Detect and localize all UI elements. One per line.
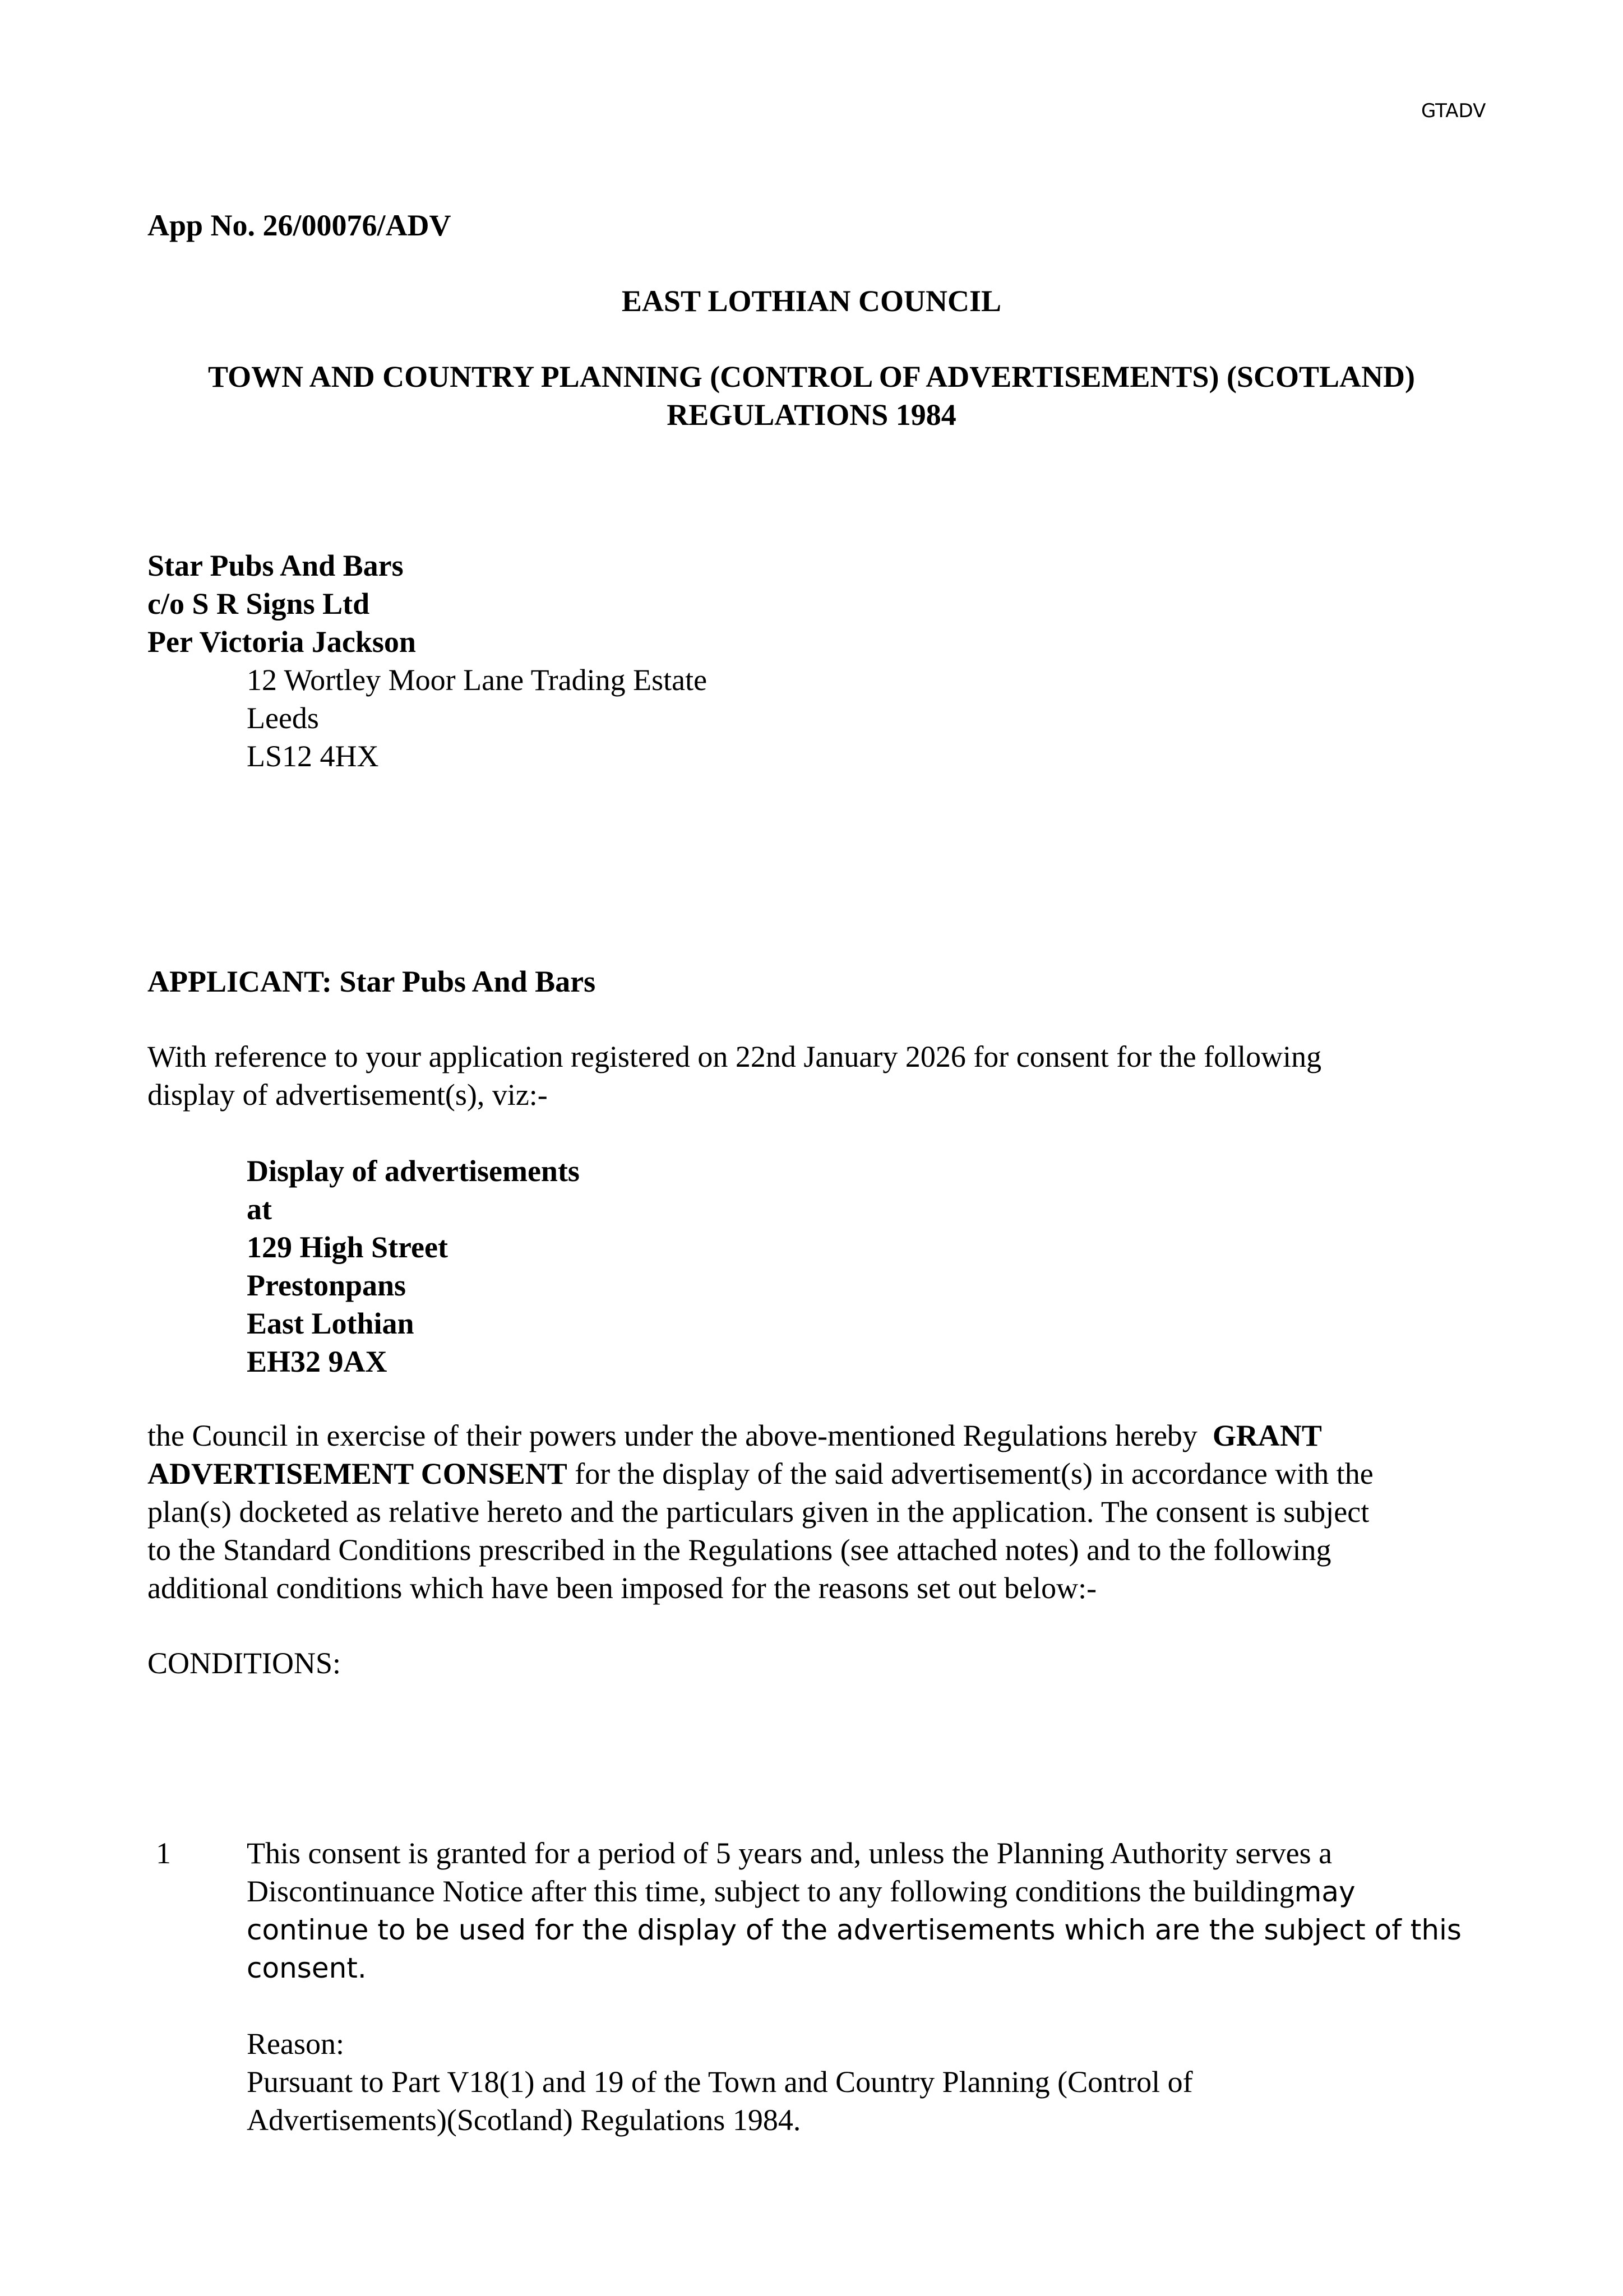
condition-1-line-3: continue to be used for the display of the advertisements which are the subject of this	[247, 1914, 1462, 1946]
addressee-name-block	[147, 547, 416, 661]
addressee-care-of: c/o S R Signs Ltd	[147, 587, 370, 621]
document-code: GTADV	[1421, 100, 1486, 122]
addressee-name: Star Pubs And Bars	[147, 549, 404, 582]
condition-1-line-2-sans: may	[1294, 1876, 1356, 1908]
reason-label: Reason:	[247, 2027, 344, 2061]
decision-line-4: to the Standard Conditions prescribed in the Regulations (see attached notes) and to the following	[147, 1533, 1331, 1567]
decision-advertisement-consent: ADVERTISEMENT CONSENT	[147, 1457, 567, 1490]
decision-paragraph	[147, 1417, 1374, 1607]
proposal-postcode: EH32 9AX	[247, 1345, 387, 1378]
condition-1-line-2	[247, 1872, 1462, 1911]
decision-line-2-text: for the display of the said advertisement(s) in accordance with the	[575, 1457, 1374, 1490]
condition-1-text	[247, 1834, 1462, 1987]
proposal-region: East Lothian	[247, 1307, 414, 1340]
condition-number: 1	[156, 1836, 171, 1870]
reference-line-1: With reference to your application registered on 22nd January 2026 for consent for the following	[147, 1040, 1322, 1073]
application-number: App No. 26/00076/ADV	[147, 209, 451, 242]
address-postcode: LS12 4HX	[247, 739, 379, 773]
proposal-block	[247, 1152, 580, 1381]
regulations-title-line-1: TOWN AND COUNTRY PLANNING (CONTROL OF ADVERTISEMENTS) (SCOTLAND)	[208, 360, 1415, 394]
council-name: EAST LOTHIAN COUNCIL	[621, 284, 1002, 318]
decision-line-2	[147, 1455, 1374, 1493]
proposal-description: Display of advertisements	[247, 1154, 580, 1188]
addressee-address-block	[247, 661, 707, 775]
addressee-contact: Per Victoria Jackson	[147, 625, 416, 659]
reference-line-2: display of advertisement(s), viz:-	[147, 1078, 548, 1112]
decision-grant: GRANT	[1212, 1419, 1322, 1452]
condition-1-reason	[247, 2025, 1193, 2139]
decision-line-1-text: the Council in exercise of their powers under the above-mentioned Regulations hereby	[147, 1419, 1197, 1452]
decision-line-5: additional conditions which have been imposed for the reasons set out below:-	[147, 1571, 1097, 1605]
proposal-at: at	[247, 1192, 272, 1226]
reference-paragraph	[147, 1038, 1321, 1114]
reason-line-2: Advertisements)(Scotland) Regulations 1984.	[247, 2103, 801, 2137]
reason-line-1: Pursuant to Part V18(1) and 19 of the Town and Country Planning (Control of	[247, 2065, 1193, 2099]
condition-1-line-4: consent.	[247, 1952, 367, 1984]
regulations-title-line-2: REGULATIONS 1984	[667, 398, 956, 432]
decision-line-3: plan(s) docketed as relative hereto and the particulars given in the application. The consent is subject	[147, 1495, 1370, 1529]
address-line-1: 12 Wortley Moor Lane Trading Estate	[247, 663, 708, 697]
decision-line-1	[147, 1417, 1374, 1455]
address-town: Leeds	[247, 701, 319, 735]
condition-1-line-2-serif: Discontinuance Notice after this time, subject to any following conditions the building	[247, 1874, 1294, 1908]
proposal-street: 129 High Street	[247, 1230, 448, 1264]
applicant-line: APPLICANT: Star Pubs And Bars	[147, 965, 596, 998]
conditions-heading: CONDITIONS:	[147, 1646, 341, 1680]
condition-1-line-1: This consent is granted for a period of 5 years and, unless the Planning Authority serves a	[247, 1836, 1333, 1870]
proposal-town: Prestonpans	[247, 1269, 406, 1302]
